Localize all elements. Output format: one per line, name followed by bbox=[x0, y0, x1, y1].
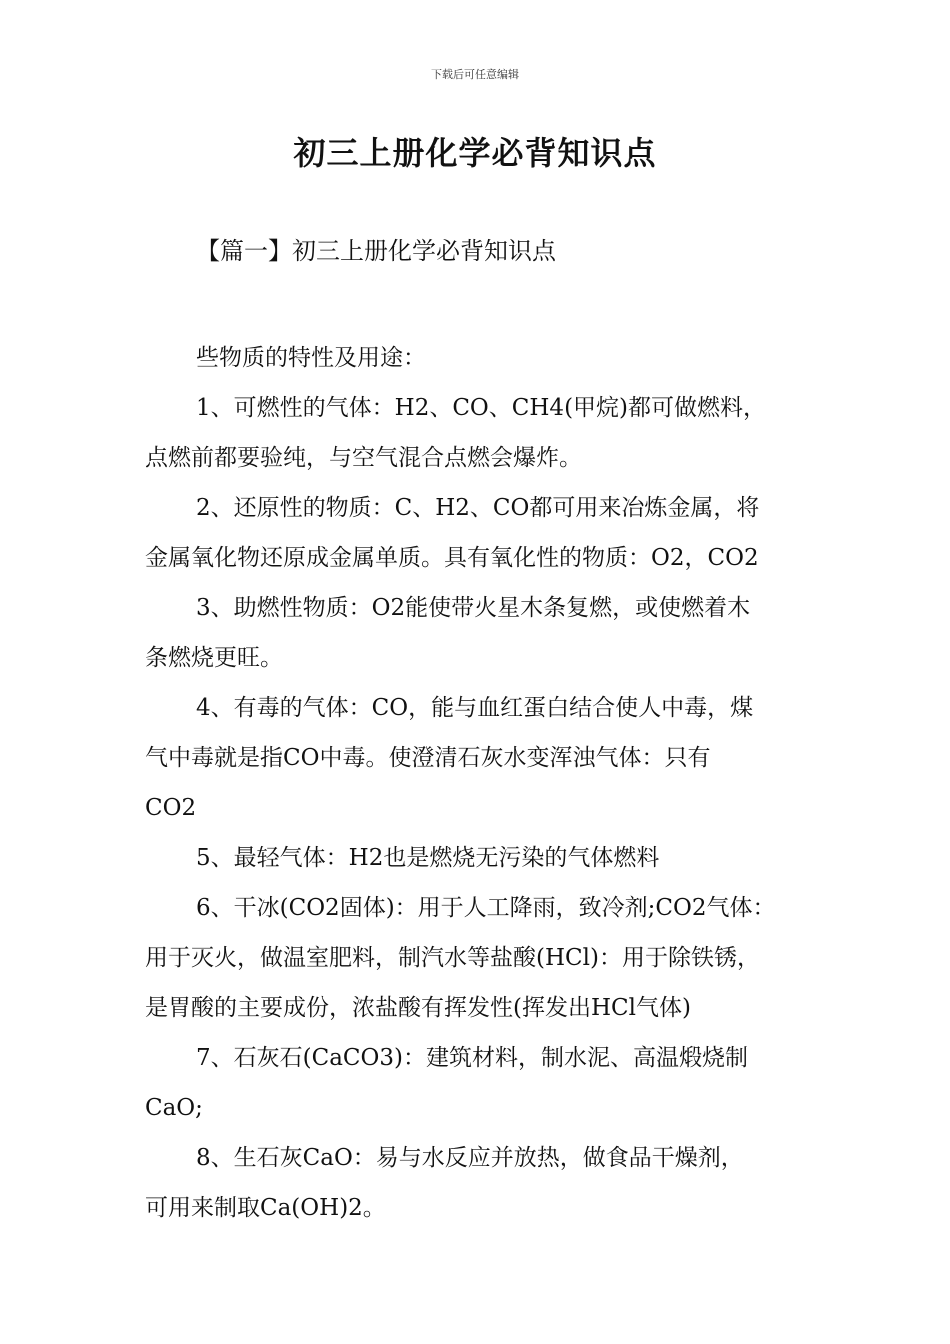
paragraph-line: 1、可燃性的气体：H2、CO、CH4(甲烷)都可做燃料， bbox=[196, 395, 767, 421]
paragraph-line: 4、有毒的气体：CO，能与血红蛋白结合使人中毒，煤 bbox=[196, 695, 754, 721]
paragraph-line: 气中毒就是指CO中毒。使澄清石灰水变浑浊气体：只有 bbox=[145, 745, 711, 771]
paragraph-line: 点燃前都要验纯，与空气混合点燃会爆炸。 bbox=[145, 445, 582, 471]
paragraph-line: 可用来制取Ca(OH)2。 bbox=[145, 1195, 386, 1221]
intro-paragraph bbox=[145, 333, 835, 383]
paragraph-line: CaO; bbox=[145, 1095, 203, 1121]
list-item bbox=[145, 683, 835, 833]
paragraph-line: 6、干冰(CO2固体)：用于人工降雨，致冷剂;CO2气体： bbox=[196, 895, 776, 921]
paragraph-line: 7、石灰石(CaCO3)：建筑材料，制水泥、高温煅烧制 bbox=[196, 1045, 748, 1071]
paragraph-line: 金属氧化物还原成金属单质。具有氧化性的物质：O2，CO2 bbox=[145, 545, 759, 571]
paragraph-line: 3、助燃性物质：O2能使带火星木条复燃，或使燃着木 bbox=[196, 595, 751, 621]
list-item bbox=[145, 483, 835, 583]
list-item bbox=[145, 583, 835, 683]
list-item bbox=[145, 883, 835, 1033]
paragraph-line: CO2 bbox=[145, 795, 197, 821]
list-item bbox=[145, 1133, 835, 1233]
paragraph-line: 5、最轻气体：H2也是燃烧无污染的气体燃料 bbox=[196, 845, 660, 871]
list-item bbox=[145, 833, 835, 883]
paragraph-line: 8、生石灰CaO：易与水反应并放热，做食品干燥剂， bbox=[196, 1145, 744, 1171]
knowledge-list bbox=[145, 383, 835, 1233]
paragraph-line: 用于灭火，做温室肥料，制汽水等盐酸(HCl)：用于除铁锈， bbox=[145, 945, 760, 971]
paragraph-line: 些物质的特性及用途： bbox=[196, 345, 426, 371]
document-title: 初三上册化学必背知识点 bbox=[293, 134, 657, 172]
header-note: 下载后可任意编辑 bbox=[431, 68, 519, 81]
paragraph-line: 是胃酸的主要成份，浓盐酸有挥发性(挥发出HCl气体) bbox=[145, 995, 691, 1021]
list-item bbox=[145, 1033, 835, 1133]
paragraph-line: 条燃烧更旺。 bbox=[145, 645, 283, 671]
section-heading: 【篇一】初三上册化学必背知识点 bbox=[196, 237, 556, 265]
paragraph-line: 2、还原性的物质：C、H2、CO都可用来冶炼金属，将 bbox=[196, 495, 760, 521]
list-item bbox=[145, 383, 835, 483]
document-body bbox=[145, 333, 835, 1233]
